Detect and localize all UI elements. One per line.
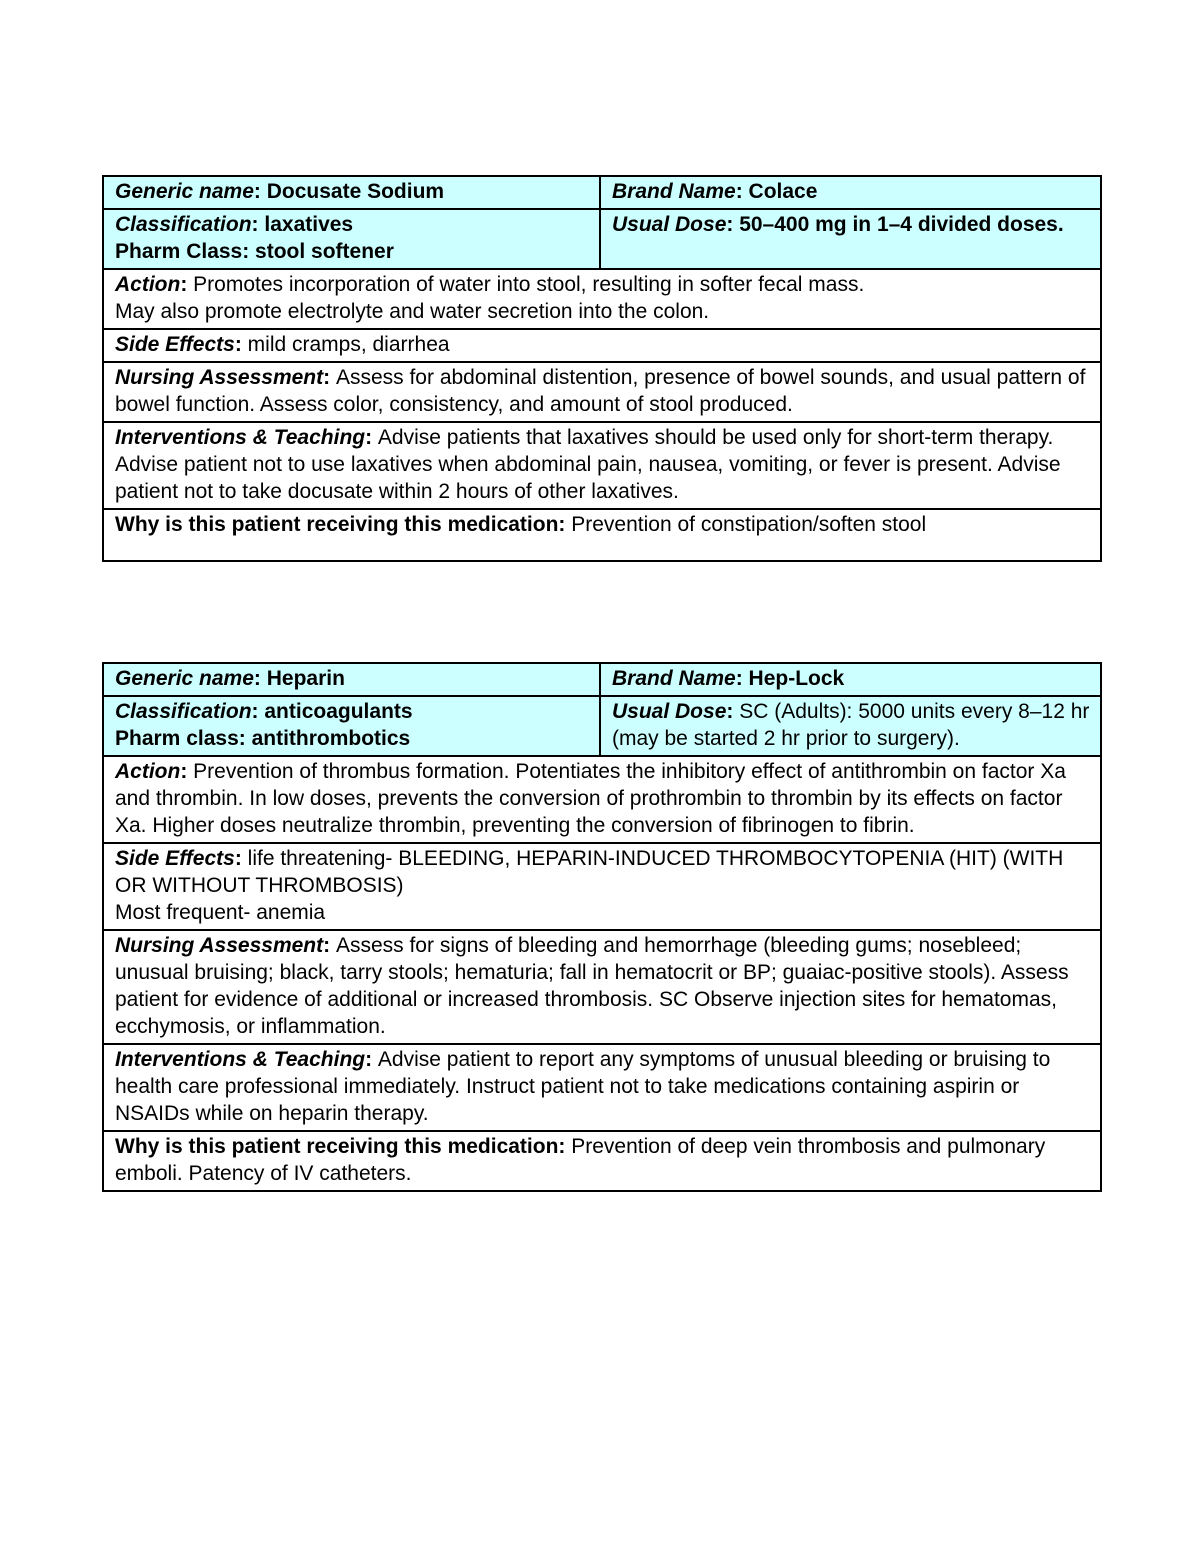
card-header-row [103, 663, 1101, 696]
label-separator: : [735, 667, 749, 690]
generic-name-value: Docusate Sodium [266, 180, 445, 203]
pharm-class: Pharm Class: stool softener [115, 240, 394, 263]
label-separator: : [735, 180, 749, 203]
label-separator: : [726, 700, 740, 723]
why-text: Prevention of deep vein thrombosis and pulmonary emboli. Patency of IV catheters. [115, 1135, 1046, 1185]
usual-dose-value: SC (Adults): 5000 units every 8–12 hr (may be started 2 hr prior to surgery). [612, 700, 1090, 750]
side-effects-cell [103, 843, 1101, 930]
brand-name-label: Brand Name [612, 180, 736, 203]
interventions-row [103, 422, 1101, 509]
interventions-text: Advise patient to report any symptoms of unusual bleeding or bruising to health care professional immediately. Instruct patient not to take medications containing aspirin or NSAIDs while on heparin therapy. [115, 1048, 1051, 1125]
brand-name-value: Colace [748, 180, 818, 203]
action-text: Prevention of thrombus formation. Potentiates the inhibitory effect of antithrombin on factor Xa and thrombin. In low doses, prevents the conversion of prothrombin to thrombin by its effects on factor Xa. Higher doses neutralize thrombin, preventing the conversion of fibrinogen to fibrin. [115, 760, 1066, 837]
why-row [103, 509, 1101, 561]
nursing-assessment-row [103, 930, 1101, 1044]
action-cell [103, 269, 1101, 329]
label-separator: : [726, 213, 740, 236]
label-separator: : [180, 760, 194, 783]
nursing-assessment-row [103, 362, 1101, 422]
interventions-row [103, 1044, 1101, 1131]
nursing-assessment-cell [103, 362, 1101, 422]
card-class-row [103, 696, 1101, 756]
generic-name-value: Heparin [266, 667, 345, 690]
label-separator: : [365, 1048, 378, 1071]
label-separator: : [323, 366, 336, 389]
label-separator: : [251, 213, 265, 236]
classification-value: laxatives [264, 213, 354, 236]
classification-cell [103, 696, 600, 756]
generic-name-label: Generic name [115, 180, 254, 203]
label-separator: : [558, 1135, 572, 1158]
action-text: May also promote electrolyte and water secretion into the colon. [115, 300, 710, 323]
why-label: Why is this patient receiving this medication [115, 1135, 559, 1158]
side-effects-text: life threatening- BLEEDING, HEPARIN-INDUCED THROMBOCYTOPENIA (HIT) (WITH OR WITHOUT THROMBOSIS) [115, 847, 1064, 897]
usual-dose-cell [600, 209, 1101, 269]
why-text: Prevention of constipation/soften stool [571, 513, 927, 536]
nursing-assessment-label: Nursing Assessment [115, 934, 324, 957]
side-effects-cell [103, 329, 1101, 362]
brand-name-label: Brand Name [612, 667, 736, 690]
why-label: Why is this patient receiving this medication [115, 513, 559, 536]
usual-dose-label: Usual Dose [612, 213, 727, 236]
side-effects-label: Side Effects [115, 333, 235, 356]
label-separator: : [253, 667, 267, 690]
generic-name-cell [103, 663, 600, 696]
usual-dose-label: Usual Dose [612, 700, 727, 723]
interventions-cell [103, 1044, 1101, 1131]
side-effects-label: Side Effects [115, 847, 235, 870]
label-separator: : [234, 847, 248, 870]
nursing-assessment-cell [103, 930, 1101, 1044]
classification-cell [103, 209, 600, 269]
label-separator: : [365, 426, 378, 449]
action-row [103, 756, 1101, 843]
label-separator: : [180, 273, 194, 296]
action-text: Promotes incorporation of water into stool, resulting in softer fecal mass. [193, 273, 865, 296]
classification-value: anticoagulants [264, 700, 413, 723]
nursing-assessment-text: Assess for abdominal distention, presence of bowel sounds, and usual pattern of bowel function. Assess color, consistency, and amount of stool produced. [115, 366, 1086, 416]
side-effects-row [103, 843, 1101, 930]
brand-name-value: Hep-Lock [748, 667, 845, 690]
nursing-assessment-text: Assess for signs of bleeding and hemorrhage (bleeding gums; nosebleed; unusual bruising; black, tarry stools; hematuria; fall in hematocrit or BP; guaiac-positive stools). Assess patient for evidence of additional or increased thrombosis. SC Observe injection sites for hematomas, ecchymosis, or inflammation. [115, 934, 1069, 1038]
classification-label: Classification [115, 213, 252, 236]
action-row [103, 269, 1101, 329]
classification-label: Classification [115, 700, 252, 723]
side-effects-row [103, 329, 1101, 362]
label-separator: : [251, 700, 265, 723]
side-effects-text: mild cramps, diarrhea [247, 333, 450, 356]
why-cell [103, 509, 1101, 561]
drug-card [102, 662, 1102, 1192]
why-cell [103, 1131, 1101, 1191]
label-separator: : [323, 934, 336, 957]
interventions-text: Advise patients that laxatives should be used only for short-term therapy. Advise patient not to use laxatives when abdominal pain, nausea, vomiting, or fever is present. Advise patient not to take docusate within 2 hours of other laxatives. [115, 426, 1061, 503]
card-class-row [103, 209, 1101, 269]
interventions-label: Interventions & Teaching [115, 426, 366, 449]
usual-dose-value: 50–400 mg in 1–4 divided doses. [739, 213, 1064, 236]
label-separator: : [558, 513, 572, 536]
side-effects-text: Most frequent- anemia [115, 901, 326, 924]
drug-card [102, 175, 1102, 562]
generic-name-cell [103, 176, 600, 209]
usual-dose-cell [600, 696, 1101, 756]
nursing-assessment-label: Nursing Assessment [115, 366, 324, 389]
label-separator: : [253, 180, 267, 203]
action-cell [103, 756, 1101, 843]
action-label: Action [115, 273, 181, 296]
interventions-label: Interventions & Teaching [115, 1048, 366, 1071]
interventions-cell [103, 422, 1101, 509]
brand-name-cell [600, 663, 1101, 696]
pharm-class: Pharm class: antithrombotics [115, 727, 411, 750]
generic-name-label: Generic name [115, 667, 254, 690]
label-separator: : [234, 333, 248, 356]
why-row [103, 1131, 1101, 1191]
brand-name-cell [600, 176, 1101, 209]
card-header-row [103, 176, 1101, 209]
action-label: Action [115, 760, 181, 783]
